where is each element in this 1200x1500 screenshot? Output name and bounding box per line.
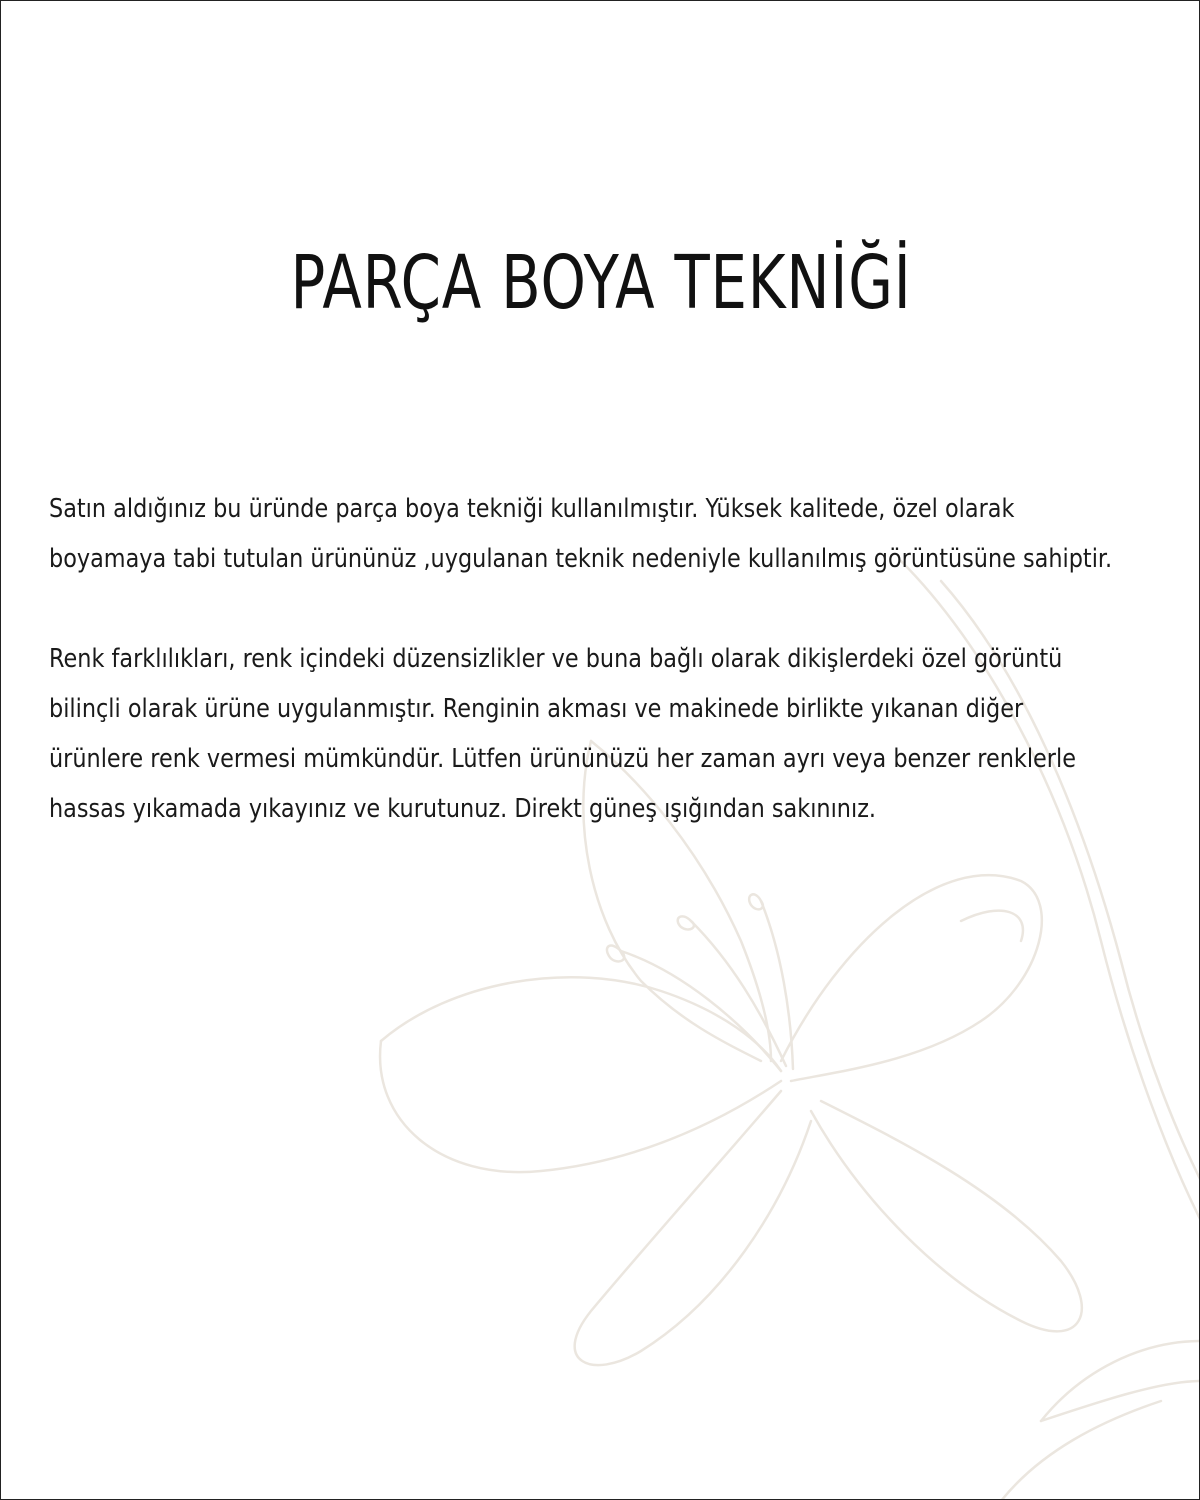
paragraph-line: Satın aldığınız bu üründe parça boya tekniği kullanılmıştır. Yüksek kalitede, özel olarak	[49, 494, 1015, 524]
paragraph-line: hassas yıkamada yıkayınız ve kurutunuz. Direkt güneş ışığından sakınınız.	[49, 794, 877, 824]
paragraph-intro	[49, 484, 1113, 584]
paragraph-line: ürünlere renk vermesi mümkündür. Lütfen ürününüzü her zaman ayrı veya benzer renklerle	[49, 744, 1076, 774]
paragraph-care-instructions	[49, 634, 1076, 834]
paragraph-line: boyamaya tabi tutulan ürününüz ,uygulanan teknik nedeniyle kullanılmış görüntüsüne sahiptir.	[49, 544, 1113, 574]
page-title: PARÇA BOYA TEKNİĞİ	[290, 240, 912, 326]
paragraph-line: bilinçli olarak ürüne uygulanmıştır. Renginin akması ve makinede birlikte yıkanan diğer	[49, 694, 1024, 724]
paragraph-line: Renk farklılıkları, renk içindeki düzensizlikler ve buna bağlı olarak dikişlerdeki özel görüntü	[49, 644, 1063, 674]
